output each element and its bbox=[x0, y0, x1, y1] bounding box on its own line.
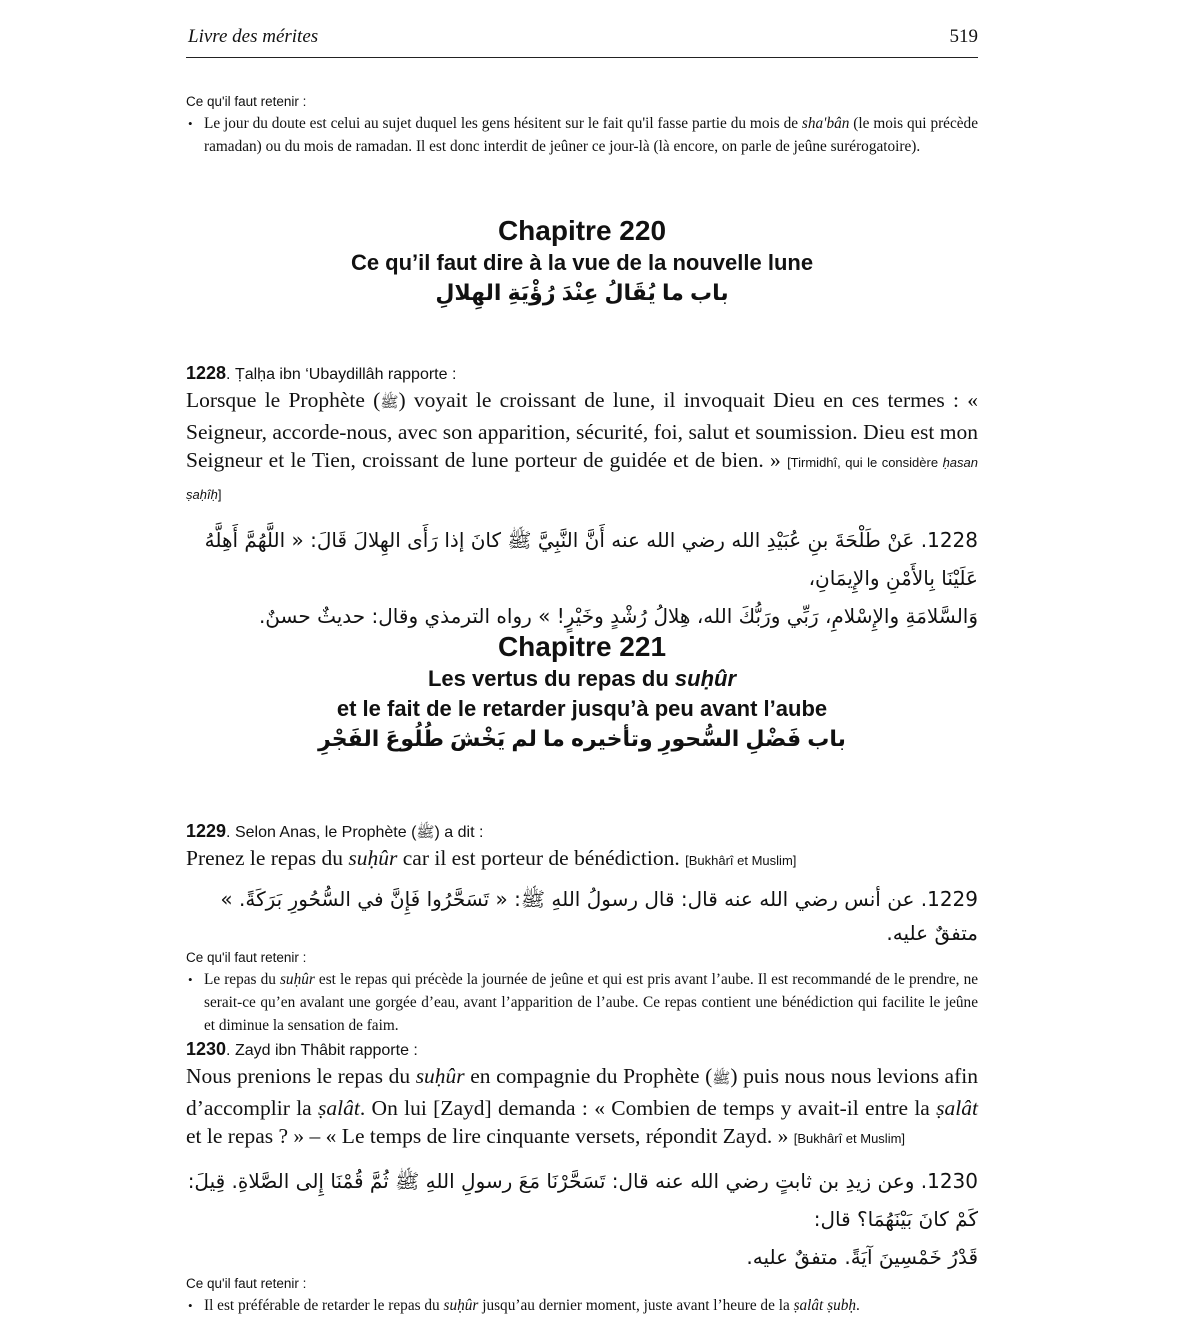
hadith-1230 bbox=[186, 1038, 978, 1317]
bullet-icon: • bbox=[188, 116, 193, 131]
retain-label: Ce qu'il faut retenir : bbox=[186, 94, 307, 109]
retain-bullet: • Le jour du doute est celui au sujet duquel les gens hésitent sur le fait qu'il fasse partie du mois de sha'bân (le mois qui précède ramadan) ou du mois de ramadan. Il est donc interdit de jeûner ce jour-là (là encore, on parle de jeûne surérogatoire). bbox=[186, 112, 978, 158]
retain-bullet: • Il est préférable de retarder le repas du suḥûr jusqu’au dernier moment, juste avant l’heure de la ṣalât ṣubḥ. bbox=[186, 1294, 978, 1317]
chapter-220-heading bbox=[186, 214, 978, 308]
hadith-narrator: . Ṭalḥa ibn ‘Ubaydillâh rapporte : bbox=[226, 366, 457, 383]
hadith-header: 1229. Selon Anas, le Prophète (ﷺ) a dit : bbox=[186, 821, 484, 841]
header-rule bbox=[186, 57, 978, 58]
chapter-title-fr: Ce qu’il faut dire à la vue de la nouvelle lune bbox=[350, 250, 814, 275]
hadith-reference: [Bukhârî et Muslim] bbox=[793, 1131, 906, 1146]
salutation-glyph-icon: ﷺ bbox=[416, 824, 435, 841]
hadith-translation: Lorsque le Prophète (ﷺ) voyait le croissant de lune, il invoquait Dieu en ces termes : « Seigneur, accorde-nous, avec son apparition, sécurité, foi, salut et soumission. Dieu est mon Seigneur et le Tien, croissant de lune porteur de guidée et de bien. » [Tirmidhî, qui le considère ḥasan ṣaḥîḥ] bbox=[186, 388, 978, 502]
hadith-number: 1228 bbox=[186, 363, 227, 383]
hadith-number: 1230 bbox=[186, 1039, 227, 1059]
retain-bullet: • Le repas du suḥûr est le repas qui précède la journée de jeûne et qui est pris avant l’aube. Il est recommandé de le prendre, ne serait-ce qu’en avalant une gorgée d’eau, avant l’apparition de l’aube. Ce repas contient une bénédiction qui facilite le jeûne et diminue la sensation de faim. bbox=[186, 968, 978, 1037]
previous-retain-note bbox=[186, 94, 978, 158]
hadith-number: 1229 bbox=[186, 821, 227, 841]
hadith-1228 bbox=[186, 362, 978, 635]
running-head bbox=[186, 26, 978, 56]
bullet-icon: • bbox=[188, 971, 193, 987]
chapter-title-fr-line-1: Les vertus du repas du suḥûr bbox=[427, 666, 737, 691]
hadith-translation: Nous prenions le repas du suḥûr en compagnie du Prophète (ﷺ) puis nous nous levions afin d’accomplir la ṣalât. On lui [Zayd] demanda : « Combien de temps y avait-il entre la ṣalât et le repas ? » – « Le temps de lire cinquante versets, répondit Zayd. » [Bukhârî et Muslim] bbox=[186, 1064, 978, 1148]
hadith-arabic: 1229. عن أنس رضي الله عنه قال: قال رسولُ اللهِ ﷺ: « تَسَحَّرُوا فَإِنَّ في السُّحُورِ بَرَكَةً. » متفقٌ عليه. bbox=[220, 886, 978, 945]
chapter-number: Chapitre 220 bbox=[497, 215, 667, 246]
page-number: 519 bbox=[949, 26, 978, 47]
retain-label: Ce qu'il faut retenir : bbox=[186, 949, 307, 965]
chapter-title-fr-line-2: et le fait de le retarder jusqu’à peu avant l’aube bbox=[336, 696, 828, 721]
hadith-header bbox=[186, 362, 978, 386]
hadith-reference: [Bukhârî et Muslim] bbox=[685, 853, 797, 868]
bullet-icon: • bbox=[188, 1297, 193, 1313]
retain-label: Ce qu'il faut retenir : bbox=[186, 1275, 307, 1291]
chapter-title-ar: باب ما يُقَالُ عِنْدَ رُؤْيَةِ الهِلالِ bbox=[435, 280, 729, 305]
hadith-arabic: 1230. وعن زيدِ بن ثابتٍ رضي الله عنه قال: تَسَحَّرْنَا مَعَ رسولِ اللهِ ﷺ ثُمَّ قُمْنَا إِلى الصَّلاةِ. قِيلَ: كَمْ كانَ بَيْنَهُمَا؟ قال: قَدْرُ خَمْسِينَ آيَةً. متفقٌ عليه. bbox=[187, 1168, 978, 1269]
hadith-header bbox=[186, 1038, 978, 1062]
salutation-glyph-icon: ﷺ bbox=[712, 1071, 731, 1087]
hadith-narrator: . Zayd ibn Thâbit rapporte : bbox=[226, 1042, 418, 1059]
salutation-glyph-icon: ﷺ bbox=[380, 395, 399, 411]
chapter-221-heading bbox=[186, 630, 978, 754]
chapter-number: Chapitre 221 bbox=[497, 631, 667, 662]
hadith-1229 bbox=[186, 820, 978, 1037]
chapter-title-ar: باب فَضْلِ السُّحورِ وتأخيره ما لم يَخْشَ طُلُوعَ الفَجْرِ bbox=[318, 726, 846, 751]
hadith-reference: [Tirmidhî, qui le considère ḥasan ṣaḥîḥ] bbox=[186, 455, 978, 502]
running-title: Livre des mérites bbox=[188, 26, 319, 47]
hadith-arabic: 1228. عَنْ طَلْحَةَ بنِ عُبَيْدِ الله رضي الله عنه أَنَّ النَّبِيَّ ﷺ كانَ إذا رَأَى الهِلالَ قَالَ: « اللَّهُمَّ أَهِلَّهُ عَلَيْنَا بِالأَمْنِ والإِيمَانِ، وَالسَّلامَةِ والإِسْلامِ، رَبِّي ورَبُّكَ الله، هِلالُ رُشْدٍ وخَيْرٍ! » رواه الترمذي وقال: حديثٌ حسنٌ. bbox=[204, 528, 978, 628]
hadith-translation: Prenez le repas du suḥûr car il est porteur de bénédiction. [Bukhârî et Muslim] bbox=[186, 846, 797, 870]
